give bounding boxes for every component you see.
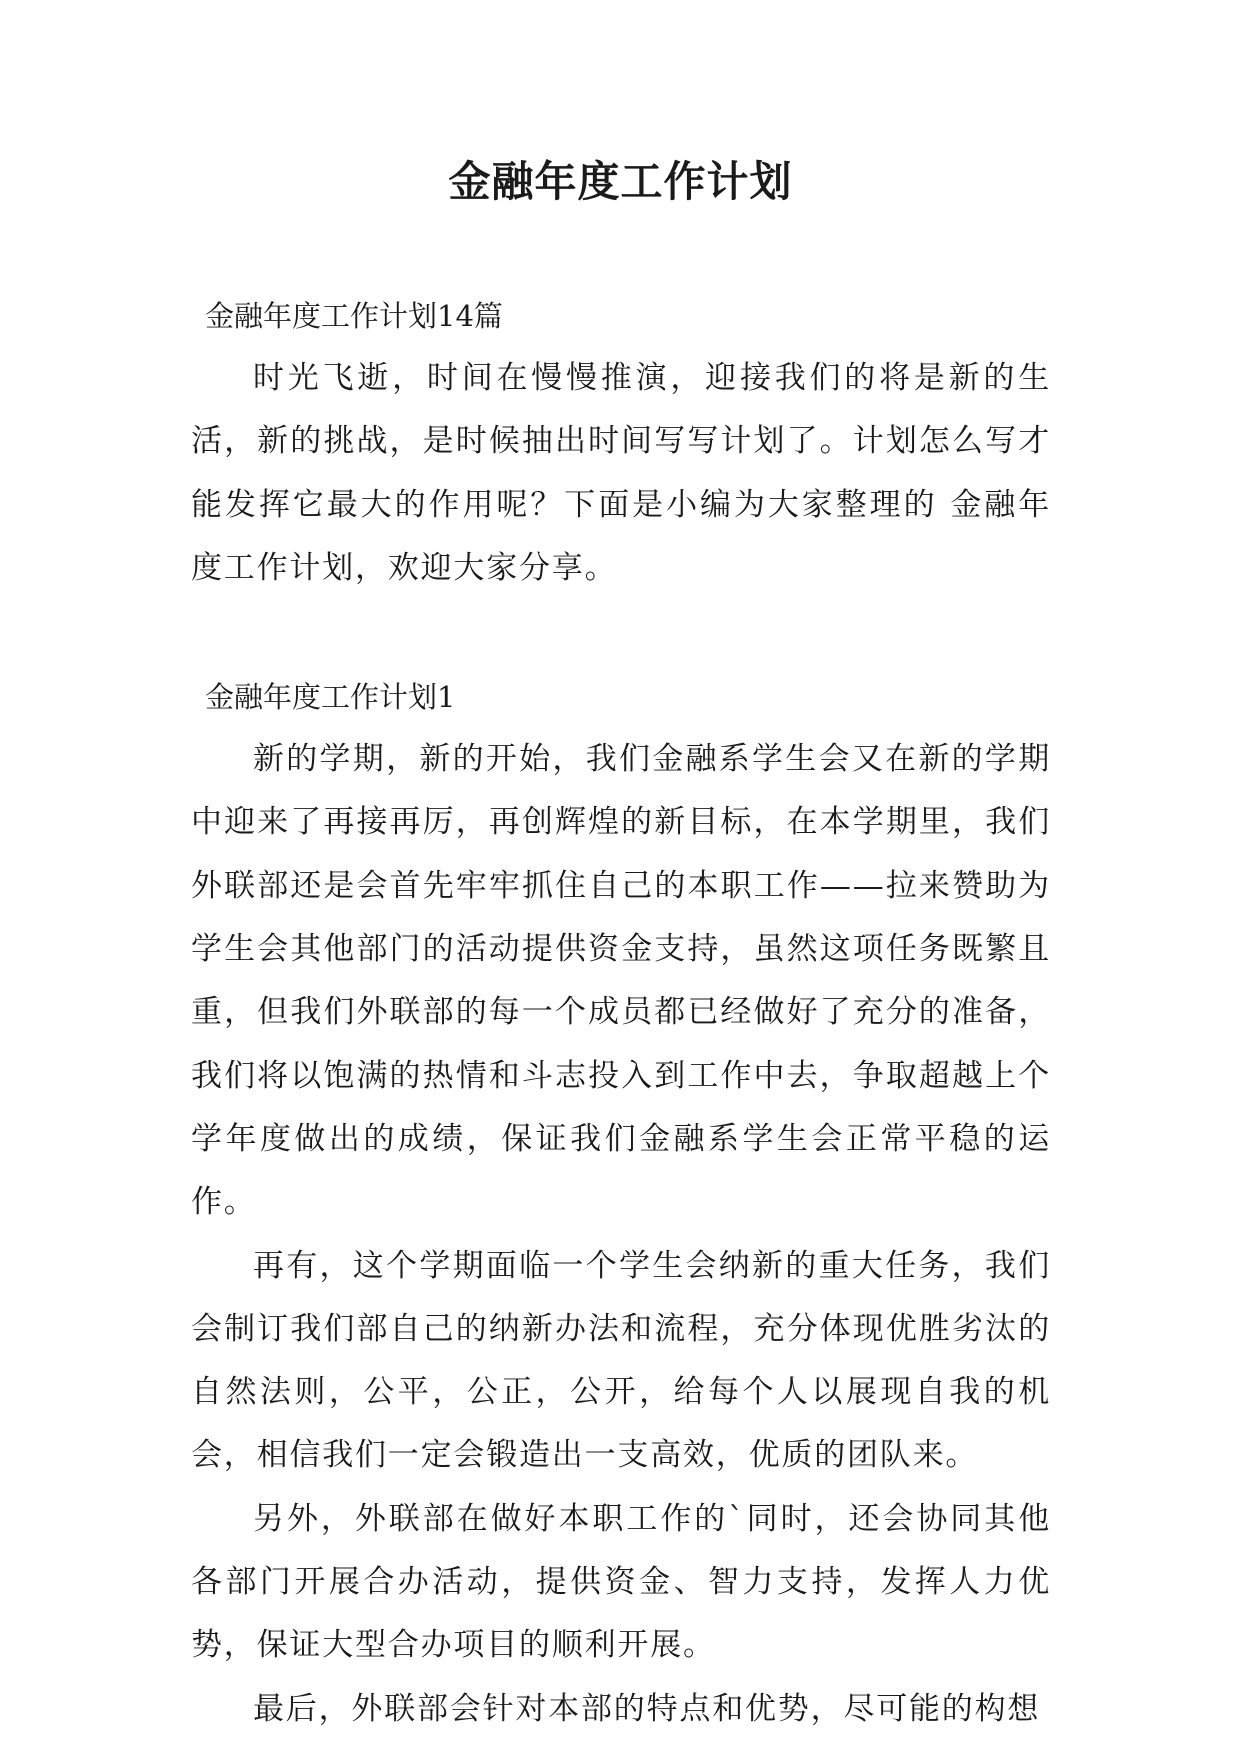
paragraph: 时光飞逝，时间在慢慢推演，迎接我们的将是新的生活，新的挑战，是时候抽出时间写写计划了。计划怎么写才能发挥它最大的作用呢？下面是小编为大家整理的 金融年度工作计划，欢迎大家分享。 <box>191 360 1051 586</box>
paragraph: 再有，这个学期面临一个学生会纳新的重大任务，我们会制订我们部自己的纳新办法和流程，充分体现优胜劣汰的自然法则，公平，公正，公开，给每个人以展现自我的机会，相信我们一定会锻造出一支高效，优质的团队来。 <box>191 1247 1051 1474</box>
section-spacer <box>191 600 1051 666</box>
document-title: 金融年度工作计划 <box>448 157 793 206</box>
paragraph: 另外，外联部在做好本职工作的`同时，还会协同其他各部门开展合办活动，提供资金、智力支持，发挥人力优势，保证大型合办项目的顺利开展。 <box>191 1500 1051 1664</box>
intro-section <box>191 285 1051 600</box>
document-body <box>191 285 1051 1741</box>
plan-1-section <box>191 666 1051 1741</box>
paragraph: 新的学期，新的开始，我们金融系学生会又在新的学期中迎来了再接再厉，再创辉煌的新目标，在本学期里，我们外联部还是会首先牢牢抓住自己的本职工作——拉来赞助为学生会其他部门的活动提供资金支持，虽然这项任务既繁且重，但我们外联部的每一个成员都已经做好了充分的准备，我们将以饱满的热情和斗志投入到工作中去，争取超越上个学年度做出的成绩，保证我们金融系学生会正常平稳的运作。 <box>191 741 1051 1221</box>
section-heading: 金融年度工作计划14篇 <box>205 299 503 333</box>
section-heading: 金融年度工作计划1 <box>205 680 456 715</box>
paragraph: 最后，外联部会针对本部的特点和优势，尽可能的构想 <box>253 1690 1041 1727</box>
